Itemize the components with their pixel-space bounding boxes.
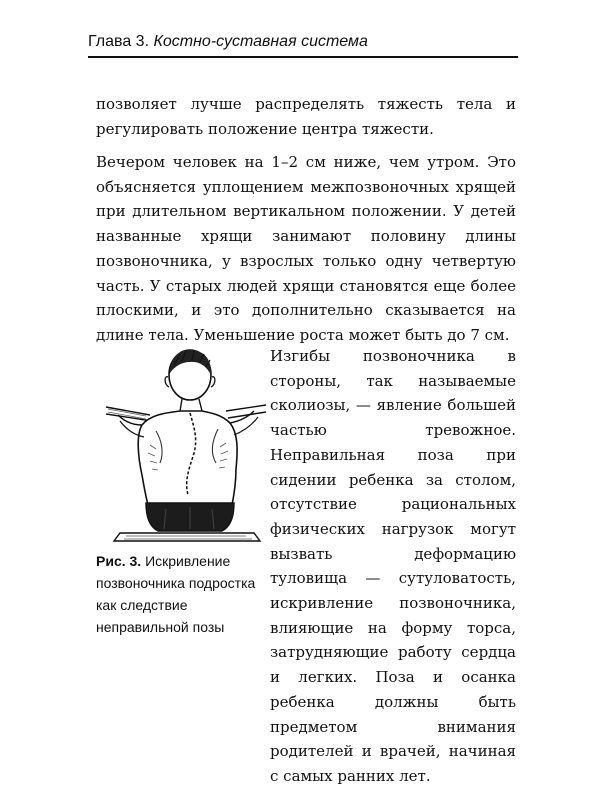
scoliosis-illustration: [106, 345, 266, 545]
paragraph-scoliosis: Изгибы позвоночника в стороны, так называемые сколиозы, — явление большей частью тревожное. Неправильная поза при сидении ребенка за столом, отсутствие рациональных физических нагрузок могут вызвать деформацию туловища — сутуловатость, искривление позвоночника, влияющие на форму торса, затрудняющие работу сердца и легких. Поза и осанка ребенка должны быть предметом внимания родителей и врачей, начиная с самых ранних лет.: [270, 347, 516, 785]
running-head: [88, 32, 518, 52]
chapter-title: Костно-суставная система: [153, 33, 368, 50]
paragraph-height-change: Вечером человек на 1–2 см ниже, чем утром. Это объясняется уплощением межпозвоночных хрящей при длительном вертикальном положении. У детей названные хрящи занимают половину длины позвоночника, у взрослых только одну четвертую часть. У старых людей хрящи становятся еще более плоскими, и это дополнительно сказывается на длине тела. Уменьшение роста может быть до 7 см.: [96, 153, 516, 344]
figure-caption: [96, 550, 264, 638]
header-rule: [88, 56, 518, 58]
chapter-number: Глава 3.: [88, 33, 150, 50]
paragraph-continuation: позволяет лучше распределять тяжесть тела и регулировать положение центра тяжести.: [96, 95, 516, 138]
head: [165, 350, 215, 400]
stool: [114, 533, 260, 541]
shorts: [146, 503, 234, 531]
figure-caption-text: Искривление позвоночника подростка как следствие неправильной позы: [96, 553, 256, 635]
figure-label: Рис. 3.: [96, 553, 142, 569]
torso: [118, 411, 258, 505]
